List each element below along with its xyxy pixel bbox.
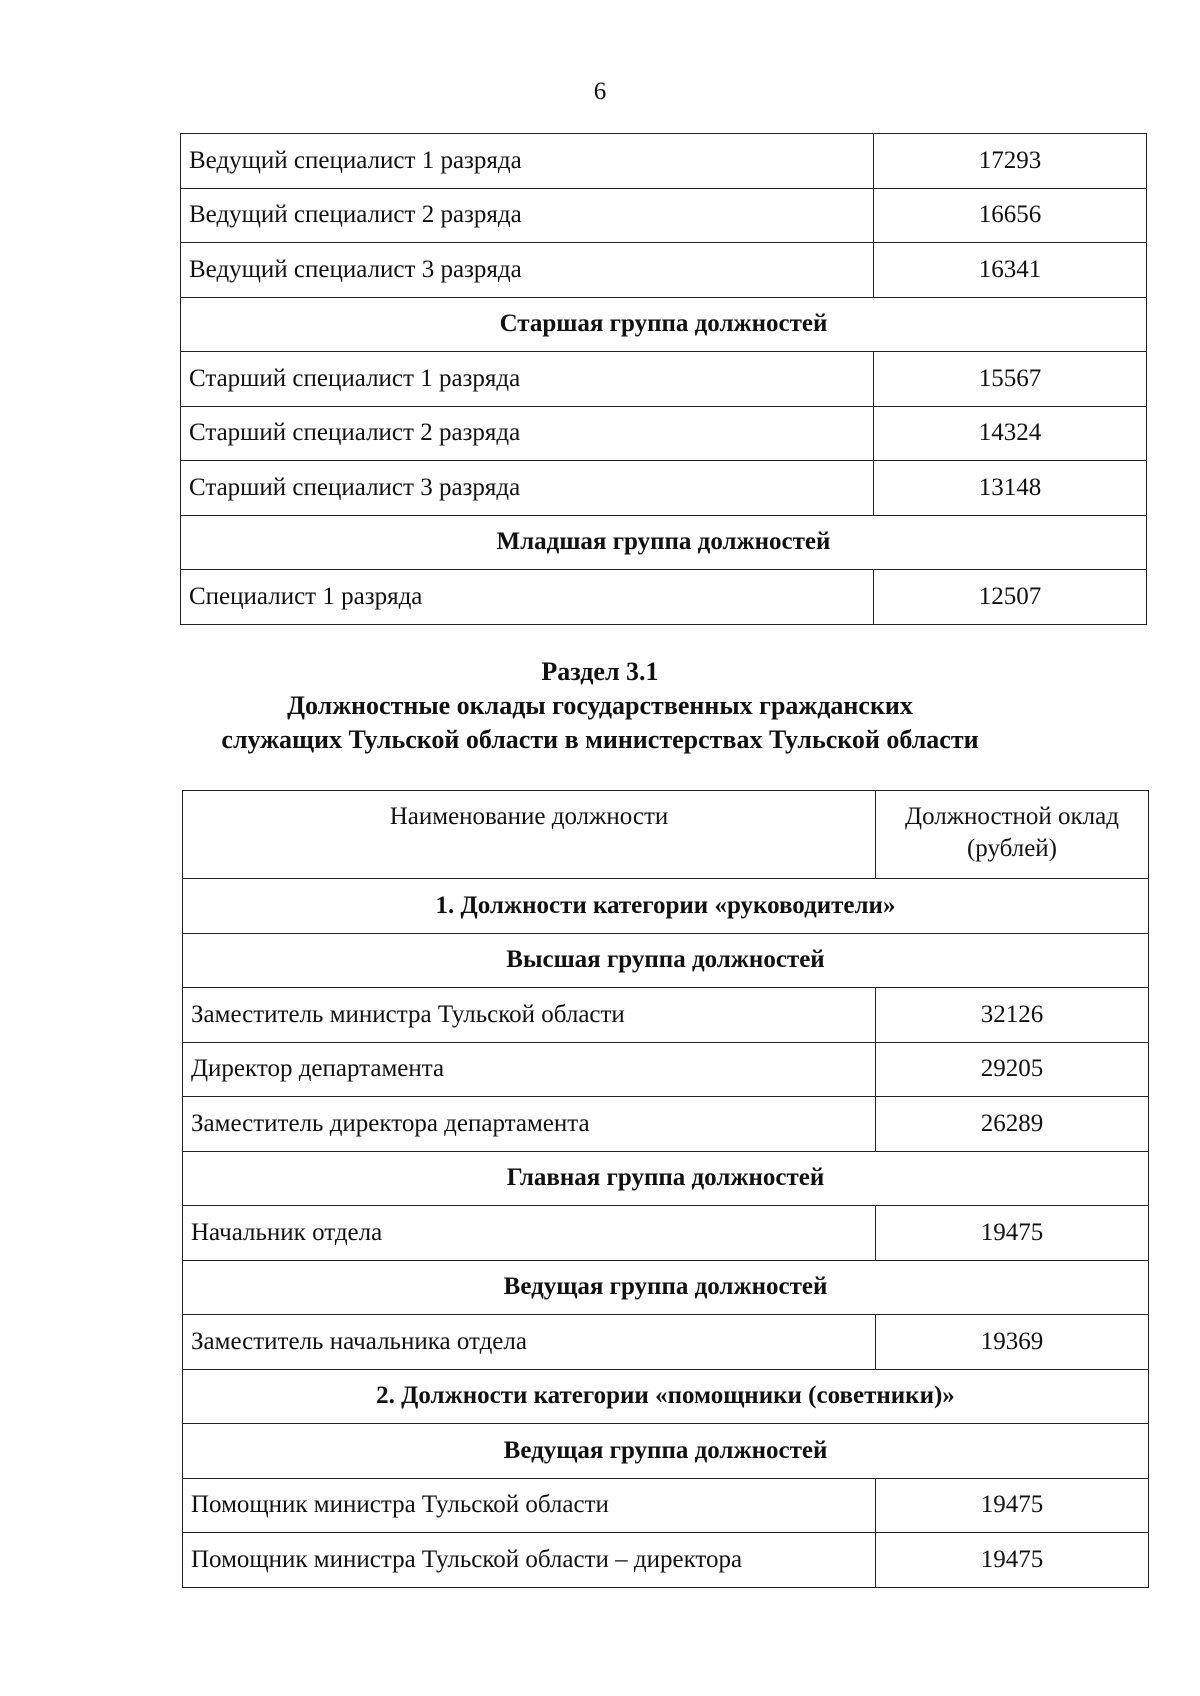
section-title-line-2: служащих Тульской области в министерствах Тульской области: [221, 725, 979, 754]
group-heading-row: [183, 1369, 1149, 1424]
table-row: [183, 1042, 1149, 1097]
position-name: Помощник министра Тульской области – директора: [183, 1533, 876, 1588]
header-salary-line-2: (рублей): [966, 835, 1058, 862]
table-row: [181, 352, 1147, 407]
header-salary: [876, 791, 1149, 879]
table-row: [183, 1533, 1149, 1588]
salary-value: 26289: [876, 1097, 1149, 1152]
salary-value: 19369: [876, 1315, 1149, 1370]
position-name: Заместитель министра Тульской области: [183, 988, 876, 1043]
salary-value: 16656: [874, 188, 1147, 243]
position-name: Старший специалист 3 разряда: [181, 461, 874, 516]
group-heading: Высшая группа должностей: [183, 933, 1149, 988]
table-row: [181, 243, 1147, 298]
salary-value: 15567: [874, 352, 1147, 407]
salary-value: 19475: [876, 1533, 1149, 1588]
salary-value: 16341: [874, 243, 1147, 298]
table-header-row: [183, 791, 1149, 879]
salary-value: 17293: [874, 134, 1147, 189]
salary-value: 12507: [874, 570, 1147, 625]
salary-value: 19475: [876, 1206, 1149, 1261]
group-heading: Ведущая группа должностей: [183, 1424, 1149, 1479]
position-name: Ведущий специалист 1 разряда: [181, 134, 874, 189]
salary-value: 32126: [876, 988, 1149, 1043]
group-heading-row: [181, 515, 1147, 570]
table-row: [181, 134, 1147, 189]
group-heading-row: [181, 297, 1147, 352]
position-name: Старший специалист 1 разряда: [181, 352, 874, 407]
salary-value: 13148: [874, 461, 1147, 516]
salary-value: 19475: [876, 1478, 1149, 1533]
section-title-line-1: Должностные оклады государственных гражданских: [287, 691, 913, 720]
salary-table-continued: [180, 133, 1147, 625]
position-name: Ведущий специалист 3 разряда: [181, 243, 874, 298]
table-row: [181, 461, 1147, 516]
group-heading-row: [183, 1151, 1149, 1206]
group-heading-row: [183, 879, 1149, 934]
table-row: [183, 1097, 1149, 1152]
ministry-salary-table: [182, 790, 1149, 1588]
group-heading: 2. Должности категории «помощники (советники)»: [183, 1369, 1149, 1424]
table-row: [183, 1478, 1149, 1533]
table-row: [183, 1315, 1149, 1370]
position-name: Заместитель начальника отдела: [183, 1315, 876, 1370]
table-row: [183, 1206, 1149, 1261]
header-position-name: Наименование должности: [183, 791, 876, 879]
position-name: Директор департамента: [183, 1042, 876, 1097]
group-heading-row: [183, 1260, 1149, 1315]
position-name: Начальник отдела: [183, 1206, 876, 1261]
table-row: [181, 406, 1147, 461]
position-name: Заместитель директора департамента: [183, 1097, 876, 1152]
position-name: Ведущий специалист 2 разряда: [181, 188, 874, 243]
group-heading-row: [183, 933, 1149, 988]
salary-value: 14324: [874, 406, 1147, 461]
group-heading: Ведущая группа должностей: [183, 1260, 1149, 1315]
group-heading: Младшая группа должностей: [181, 515, 1147, 570]
table-row: [181, 570, 1147, 625]
section-heading: [0, 655, 1200, 757]
position-name: Специалист 1 разряда: [181, 570, 874, 625]
position-name: Старший специалист 2 разряда: [181, 406, 874, 461]
salary-value: 29205: [876, 1042, 1149, 1097]
table-row: [181, 188, 1147, 243]
position-name: Помощник министра Тульской области: [183, 1478, 876, 1533]
page-number: 6: [593, 78, 607, 105]
group-heading: 1. Должности категории «руководители»: [183, 879, 1149, 934]
section-number: Раздел 3.1: [541, 657, 659, 686]
table-row: [183, 988, 1149, 1043]
header-salary-line-1: Должностной оклад: [905, 803, 1119, 830]
group-heading-row: [183, 1424, 1149, 1479]
group-heading: Старшая группа должностей: [181, 297, 1147, 352]
group-heading: Главная группа должностей: [183, 1151, 1149, 1206]
